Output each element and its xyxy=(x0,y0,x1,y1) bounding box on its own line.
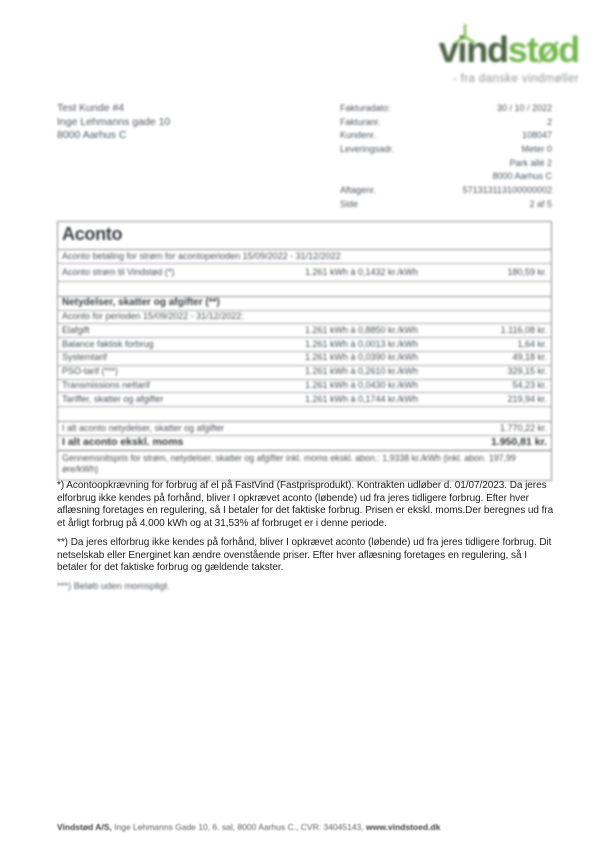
meta-label: Leveringsadr. xyxy=(340,144,395,155)
subtotal-amount: 1.770,22 kr. xyxy=(499,422,547,433)
meta-label: Aftagenr. xyxy=(340,185,377,196)
table-row-tariffer xyxy=(58,393,551,407)
row-amount: 49,18 kr. xyxy=(512,352,547,363)
table-row-transmissions xyxy=(58,380,551,394)
meta-row-aftagenr xyxy=(340,184,552,198)
aconto-period-text: Aconto betaling for strøm for acontoperioden 15/09/2022 - 31/12/2022 xyxy=(62,250,341,261)
brand-prefix: vind xyxy=(438,29,508,70)
meta-value: Meter 0 xyxy=(521,144,552,155)
page-footer xyxy=(57,822,577,832)
table-row-aconto-strom xyxy=(58,264,551,282)
meta-value: 2 xyxy=(546,116,552,127)
meta-label: Fakturanr. xyxy=(340,116,381,127)
footer-website: www.vindstoed.dk xyxy=(366,822,441,832)
total-row xyxy=(58,436,551,451)
footnotes xyxy=(57,480,558,600)
aconto-period-row xyxy=(58,250,551,264)
meta-value: 8000 Aarhus C xyxy=(492,171,552,182)
meta-label: Side xyxy=(340,198,359,209)
spacer-row xyxy=(58,282,551,297)
row-amount: 1,64 kr. xyxy=(517,338,547,349)
meta-row-fakturadato xyxy=(340,102,552,116)
row-quantity: 1.261 kWh à 0,0390 kr./kWh xyxy=(305,352,419,363)
meta-row-address2 xyxy=(340,157,552,171)
aconto-section-title: Aconto xyxy=(58,222,551,250)
subtotal-row xyxy=(58,422,551,436)
row-label: Transmissions nettarif xyxy=(62,380,150,391)
row-quantity: 1.261 kWh à 0,1744 kr./kWh xyxy=(305,393,419,404)
table-row-balance xyxy=(58,338,551,352)
row-amount: 1.116,08 kr. xyxy=(500,324,547,335)
average-price-note: Gennemsnitspris for strøm, netydelser, skatter og afgifter inkl. moms ekskl. abon.: 1,9338 kr./kWh (inkl. abon. 197,99 øre/kWh) xyxy=(62,452,516,475)
meta-row-leveringsadr xyxy=(340,143,552,157)
invoice-meta xyxy=(340,102,552,212)
row-amount: 180,59 kr. xyxy=(507,266,547,277)
logo-block xyxy=(438,29,579,85)
footnote-1: *) Acontoopkrævning for forbrug af el på FastVind (Fastprisprodukt). Kontrakten udløber d. 01/07/2023. Da jeres elforbrug ikke kendes på forhånd, bliver I opkrævet aconto (løbende) ud fra jeres tidligere forbrug. Efter hver aflæsning foretages en regulering, så I betaler for det faktiske forbrug. Prisen er ekskl. moms.Der beregnes ud fra et årligt forbrug på 4.000 kWh og at 31,53% af forbruget er i denne periode. xyxy=(57,480,554,530)
invoice-table xyxy=(57,221,552,481)
meta-row-kundenr xyxy=(340,129,552,143)
footer-address: Inge Lehmanns Gade 10, 6. sal, 8000 Aarhus C., CVR: 34045143, xyxy=(111,822,367,832)
subtotal-label: I alt aconto netydelser, skatter og afgifter xyxy=(62,422,225,433)
meta-label: Fakturadato: xyxy=(340,103,391,113)
brand-suffix: stød xyxy=(507,29,579,70)
spacer-row xyxy=(58,407,551,422)
row-label: PSO-tarif (***) xyxy=(62,366,119,377)
row-quantity: 1.261 kWh à 0,0013 kr./kWh xyxy=(305,338,419,349)
recipient-address xyxy=(57,102,170,143)
footnote-2: **) Da jeres elforbrug ikke kendes på forhånd, bliver I opkrævet aconto (løbende) ud fra jeres tidligere forbrug. Dit netselskab eller Energinet kan ændre ovenstående priser. Efter hver aflæsning foretages en regulering, så I betaler for det faktiske forbrug og gældende takster. xyxy=(57,536,552,574)
brand-tagline: - fra danske vindmøller xyxy=(452,73,579,85)
footnote-3: ***) Beløb uden momspligt. xyxy=(57,580,170,592)
table-row-systemtarif xyxy=(58,352,551,366)
meta-row-side xyxy=(340,198,552,212)
page-number: 2 af 5 xyxy=(529,198,552,209)
net-period-row xyxy=(58,311,551,325)
table-row-elafgift xyxy=(58,324,551,338)
total-label: I alt aconto ekskl. moms xyxy=(62,436,184,449)
meta-value: Park allé 2 xyxy=(509,157,552,168)
net-period-text: Aconto for perioden 15/09/2022 - 31/12/2022: xyxy=(62,311,244,322)
row-quantity: 1.261 kWh à 0,2610 kr./kWh xyxy=(305,366,419,377)
row-amount: 329,15 kr. xyxy=(507,366,547,377)
meta-value: 108047 xyxy=(521,130,552,141)
brand-wordmark xyxy=(438,29,579,70)
meta-label: Kundenr. xyxy=(340,130,377,141)
net-section-title: Netydelser, skatter og afgifter (**) xyxy=(58,297,551,311)
row-label: Elafgift xyxy=(62,324,90,335)
meta-row-fakturanr xyxy=(340,116,552,130)
recipient-city: 8000 Aarhus C xyxy=(57,129,127,142)
row-amount: 219,94 kr. xyxy=(507,393,547,404)
meta-value: 30 / 10 / 2022 xyxy=(496,103,552,113)
meta-row-address3 xyxy=(340,170,552,184)
row-label: Systemtarif xyxy=(62,352,108,363)
row-label: Balance faktisk forbrug xyxy=(62,338,154,349)
turbine-icon xyxy=(455,23,475,43)
table-row-pso-tarif xyxy=(58,366,551,380)
recipient-street: Inge Lehmanns gade 10 xyxy=(57,115,171,128)
meta-value: 571313113100000002 xyxy=(462,185,552,196)
row-quantity: 1.261 kWh à 0,1432 kr./kWh xyxy=(305,266,419,277)
row-label: Tariffer, skatter og afgifter xyxy=(62,393,164,404)
recipient-name: Test Kunde #4 xyxy=(57,102,125,114)
row-quantity: 1.261 kWh à 0,0430 kr./kWh xyxy=(305,380,419,391)
footer-company: Vindstød A/S, xyxy=(57,822,112,832)
row-label: Aconto strøm til Vindstød (*) xyxy=(62,266,175,277)
row-amount: 54,23 kr. xyxy=(512,380,547,391)
total-amount: 1.950,81 kr. xyxy=(490,436,547,449)
row-quantity: 1.261 kWh à 0,8850 kr./kWh xyxy=(305,324,419,335)
